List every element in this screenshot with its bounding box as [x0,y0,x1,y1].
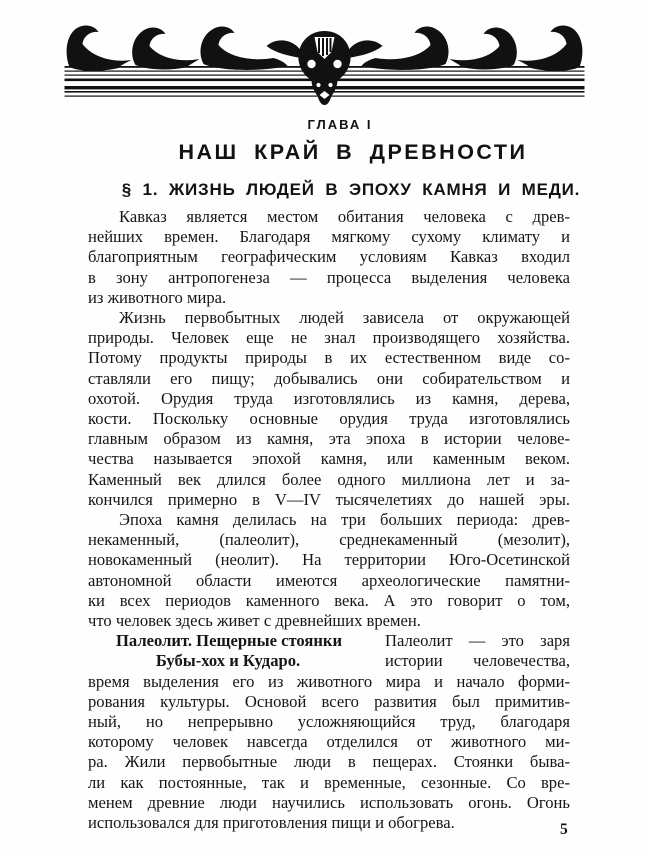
paragraph-2 [88,308,570,510]
body-text [88,207,570,833]
text-line: Кавказ является местом обитания человека с древ- [119,207,570,226]
text-line: что человек здесь живет с древнейших времен. [88,611,421,631]
paragraph-1 [88,207,570,308]
text-line: новокаменный (неолит). На территории Юго-Осетинской [88,550,570,570]
text-line: использовался для приготовления пищи и обогрева. [88,813,455,833]
text-line: Потому продукты природы в их естественном виде со- [88,348,570,368]
animal-mask-icon [267,31,383,105]
text-line: нейших времен. Благодаря мягкому сухому климату и [88,227,570,247]
woodcut-band-icon [63,23,586,107]
text-line: благоприятным географическим условиям Кавказ входил [88,247,570,267]
paragraph-continuation [88,672,570,834]
wave-flourish-right-icon [362,25,583,70]
text-line: Палеолит — это заря [385,631,570,651]
text-line: ли как постоянные, так и временные, сезонные. Со вре- [88,772,570,792]
text-line: автономной области имеются археологические памятни- [88,570,570,590]
text-line: Эпоха камня делилась на три больших периода: древ- [119,510,570,530]
text-line: менем древние люди научились использовать огонь. Огонь [88,792,570,812]
text-line: которому человек навсегда отделился от животного ми- [88,732,570,752]
text-line: истории человечества, [385,651,570,671]
sidehead-row [88,631,570,671]
text-line: Жизнь первобытных людей зависела от окружающей [119,308,570,328]
header-ornament [63,23,586,107]
sidehead-adjacent-text [385,631,570,671]
paragraph-3 [88,510,570,631]
text-line: главным образом из камня, эта эпоха в истории челове- [88,429,570,449]
text-line: охотой. Орудия труда изготовлялись из камня, дерева, [88,388,570,408]
text-line: в зону антропогенеза — процесса выделения человека [88,267,570,287]
text-line: чества называется эпохой камня, или каменным веком. [88,449,570,469]
run-in-subheading [88,631,343,671]
text-line: некаменный, (палеолит), среднекаменный (мезолит), [88,530,570,550]
text-line: ный, но непрерывно усложняющийся труд, благодаря [88,712,570,732]
page-title: НАШ КРАЙ В ДРЕВНОСТИ [178,140,528,164]
text-line: ра. Жили первобытные люди в пещерах. Стоянки быва- [88,752,570,772]
text-line: Палеолит. Пещерные стоянки [116,631,343,651]
text-line: ки всех периодов каменного века. А это говорит о том, [88,590,570,610]
text-line: Каменный век длился более одного миллиона лет и за- [88,469,570,489]
text-line: кости. Поскольку основные орудия труда изготовлялись [88,409,570,429]
text-line: природы. Человек еще не знал производящего хозяйства. [88,328,570,348]
text-line: ставляли его пищу; добывались они собирательством и [88,368,570,388]
chapter-label: ГЛАВА I [307,117,373,132]
text-line: рования культуры. Основой всего развития был примитив- [88,691,570,711]
section-heading: § 1. ЖИЗНЬ ЛЮДЕЙ В ЭПОХУ КАМНЯ И МЕДИ. [121,180,581,199]
text-line: кончился примерно в V—IV тысячелетиях до нашей эры. [88,489,570,509]
wave-flourish-left-icon [67,25,288,70]
page-number: 5 [560,821,568,838]
text-line: Бубы-хох и Кударо. [155,651,301,671]
text-line: время выделения его из животного мира и начало форми- [88,671,570,691]
text-line: из животного мира. [88,287,227,307]
